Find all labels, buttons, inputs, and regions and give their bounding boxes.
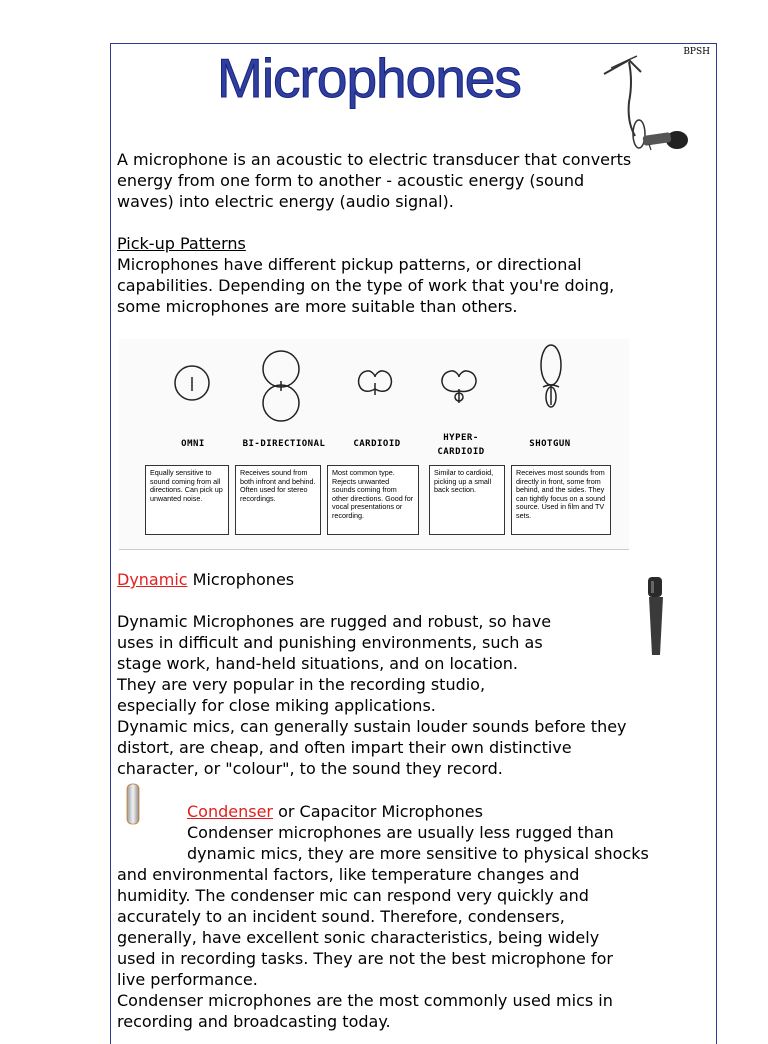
polar-patterns-graphic [119, 339, 629, 439]
bidirectional-pattern-icon [263, 351, 299, 421]
pattern-label-bidirectional: BI-DIRECTIONAL [242, 439, 326, 449]
dynamic-heading: Dynamic Microphones [117, 570, 295, 589]
condenser-heading: Condenser or Capacitor Microphones [187, 802, 483, 821]
pickup-heading: Pick-up Patterns [117, 234, 246, 253]
pattern-label-hyper: HYPER- [443, 433, 479, 443]
pattern-desc-shotgun: Receives most sounds from directly in front, some from behind, and the sides. They can tightly focus on a sound source. Used in film and TV sets. [511, 465, 611, 535]
pattern-desc-hypercardioid: Similar to cardioid, picking up a small back section. [429, 465, 505, 535]
pickup-paragraph: Microphones have different pickup patterns, or directional capabilities. Depending on the type of work that you're doing, some microphones are more suitable than others. [117, 255, 615, 316]
omni-pattern-icon [175, 366, 209, 400]
shotgun-pattern-icon [541, 345, 561, 407]
condenser-microphone-icon [123, 782, 143, 828]
document-page [110, 43, 717, 1044]
condenser-intro: Condenser microphones are usually less rugged than dynamic mics, they are more sensitive to physical shocks [187, 823, 649, 863]
pattern-desc-bidirectional: Receives sound from both infront and behind. Often used for stereo recordings. [235, 465, 321, 535]
microphone-stand-icon [599, 52, 691, 152]
pattern-label-cardioid: CARDIOID [353, 439, 401, 449]
pattern-label-shotgun: SHOTGUN [529, 439, 571, 449]
dynamic-microphone-icon [629, 577, 683, 659]
hypercardioid-pattern-icon [442, 371, 476, 403]
pickup-pattern-diagram [119, 339, 629, 550]
intro-paragraph: A microphone is an acoustic to electric transducer that converts energy from one form to another - acoustic energy (sound waves) into electric energy (audio signal). [117, 150, 632, 211]
pattern-label-omni: OMNI [181, 439, 205, 449]
pattern-desc-omni: Equally sensitive to sound coming from all directions. Can pick up unwanted noise. [145, 465, 229, 535]
page-title: Microphones [217, 47, 521, 109]
dynamic-paragraph: Dynamic Microphones are rugged and robust, so have uses in difficult and punishing environments, such as stage work, hand-held situations, and on location. They are very popular in the recording studio, especially for close miking applications. Dynamic mics, can generally sustain louder sounds before they distort, are cheap, and often impart their own distinctive character, or "colour", to the sound they record. [117, 612, 627, 778]
pattern-label-cardioid-2: CARDIOID [437, 447, 485, 457]
cardioid-pattern-icon [359, 371, 392, 395]
pattern-desc-cardioid: Most common type. Rejects unwanted sounds coming from other directions. Good for vocal presentations or recording. [327, 465, 419, 535]
condenser-paragraph: and environmental factors, like temperature changes and humidity. The condenser mic can respond very quickly and accurately to an incident sound. Therefore, condensers, generally, have excellent sonic characteristics, being widely used in recording tasks. They are not the best microphone for live performance. Condenser microphones are the most commonly used mics in recording and broadcasting today. [117, 865, 613, 1031]
doc-code: BPSH [683, 47, 710, 57]
